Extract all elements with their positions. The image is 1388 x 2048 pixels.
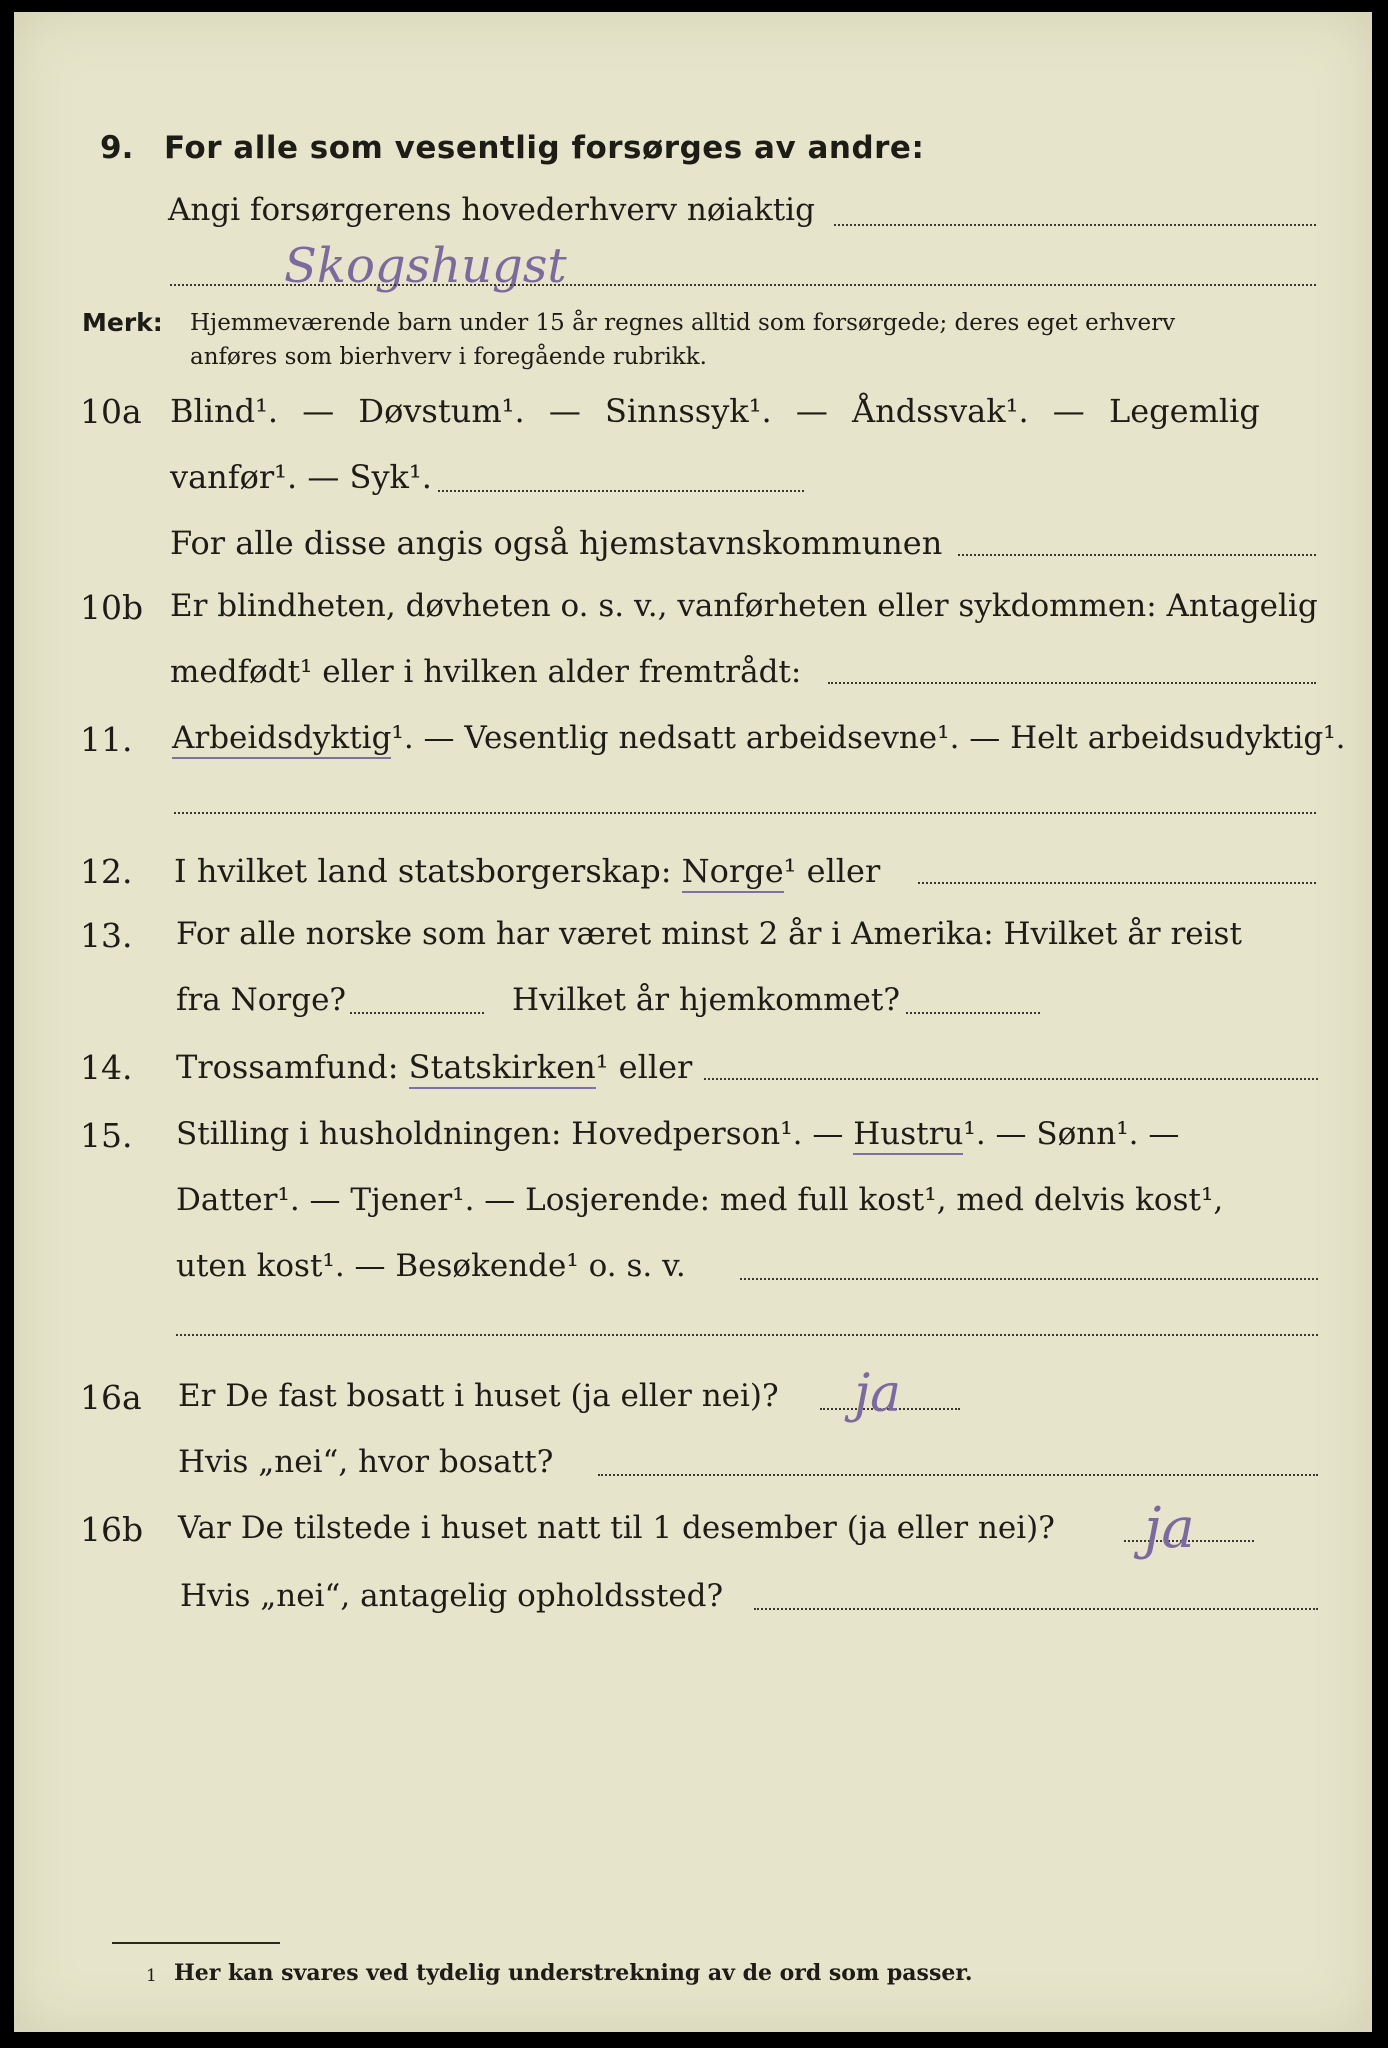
- q16a-handwritten-answer: ja: [854, 1364, 902, 1424]
- q11-rest: ¹. — Vesentlig nedsatt arbeidsevne¹. — Helt arbeidsudyktig¹.: [391, 720, 1346, 756]
- q10a-line-1: Blind¹. — Døvstum¹. — Sinnssyk¹. — Åndssvak¹. — Legemlig: [170, 392, 1260, 430]
- q13-return-year-line: [906, 1012, 1040, 1014]
- q9-number: 9.: [100, 130, 134, 166]
- q16a-line-2: Hvis „nei“, hvor bosatt?: [178, 1444, 554, 1480]
- q11-answer-line: [174, 812, 1316, 814]
- q9-answer-line-2: [170, 284, 1316, 286]
- merk-text-1: Hjemmeværende barn under 15 år regnes alltid som forsørgede; deres eget erhverv: [190, 310, 1176, 336]
- q11-underlined-choice: Arbeidsdyktig: [172, 720, 391, 759]
- q10a-sick-line: [438, 490, 804, 492]
- q14-number: 14.: [80, 1048, 133, 1087]
- q15-line-1-text: Stilling i husholdningen: Hovedperson¹. —: [176, 1116, 854, 1152]
- q9-heading: For alle som vesentlig forsørges av andre:: [164, 130, 925, 166]
- q11-number: 11.: [80, 720, 133, 759]
- q15-line-2: Datter¹. — Tjener¹. — Losjerende: med full kost¹, med delvis kost¹,: [176, 1182, 1224, 1218]
- q12-rest: ¹ eller: [783, 852, 881, 890]
- q15-underlined-choice: Hustru: [853, 1116, 963, 1155]
- footnote-rule: [112, 1942, 280, 1944]
- q13-line-1: For alle norske som har været minst 2 år i Amerika: Hvilket år reist: [176, 916, 1242, 952]
- q13-number: 13.: [80, 916, 133, 955]
- q13-departure-year-line: [350, 1012, 484, 1014]
- q11-line: [172, 720, 1346, 756]
- q16a-number: 16a: [80, 1378, 142, 1417]
- q16a-residence-line: [598, 1474, 1318, 1476]
- q16b-handwritten-answer: ja: [1144, 1496, 1195, 1561]
- q16b-number: 16b: [80, 1510, 144, 1549]
- q16a-line-1: Er De fast bosatt i huset (ja eller nei)?: [178, 1378, 779, 1414]
- q10a-line-2: vanfør¹. — Syk¹.: [170, 458, 432, 496]
- q9-provider-occupation-label: Angi forsørgerens hovederhverv nøiaktig: [168, 192, 815, 228]
- q13-line-2a: fra Norge?: [176, 982, 347, 1018]
- q10b-answer-line: [828, 682, 1316, 684]
- footnote-mark: 1: [146, 1966, 157, 1986]
- q10b-line-2: medfødt¹ eller i hvilken alder fremtrådt:: [170, 654, 802, 690]
- q10b-number: 10b: [80, 588, 144, 627]
- q10a-number: 10a: [80, 392, 142, 431]
- q9-handwritten-answer: Skogshugst: [284, 238, 567, 294]
- q16b-line-2: Hvis „nei“, antagelig opholdssted?: [180, 1578, 724, 1614]
- census-form-page: [14, 12, 1372, 2032]
- q14-rest: ¹ eller: [595, 1048, 693, 1086]
- q16b-line-1: Var De tilstede i huset natt til 1 desember (ja eller nei)?: [178, 1510, 1055, 1546]
- q12-underlined-choice: Norge: [682, 852, 784, 893]
- q12-number: 12.: [80, 852, 133, 891]
- merk-text-2: anføres som bierhverv i foregående rubrikk.: [190, 344, 707, 370]
- q10b-line-1: Er blindheten, døvheten o. s. v., vanførheten eller sykdommen: Antagelig: [170, 588, 1318, 624]
- q9-answer-line-1: [834, 224, 1316, 226]
- q15-line-3: uten kost¹. — Besøkende¹ o. s. v.: [176, 1248, 686, 1284]
- q14-answer-line: [704, 1078, 1318, 1080]
- q14-question: Trossamfund:: [176, 1048, 409, 1086]
- q15-line-1: [176, 1116, 1179, 1152]
- q12-line: [174, 852, 880, 890]
- q10a-line-3: For alle disse angis også hjemstavnskommunen: [170, 524, 943, 562]
- q16b-stay-location-line: [754, 1608, 1318, 1610]
- q15-line-1-rest: ¹. — Sønn¹. —: [963, 1116, 1180, 1152]
- q14-line: [176, 1048, 692, 1086]
- q10a-home-municipality-line: [958, 554, 1316, 556]
- merk-label: Merk:: [82, 308, 163, 337]
- q13-line-2b: Hvilket år hjemkommet?: [512, 982, 900, 1018]
- q14-underlined-choice: Statskirken: [409, 1048, 596, 1089]
- q12-answer-line: [918, 882, 1316, 884]
- footnote-text: Her kan svares ved tydelig understrekning av de ord som passer.: [174, 1960, 973, 1986]
- q15-answer-line-2: [176, 1334, 1318, 1336]
- q15-number: 15.: [80, 1116, 133, 1155]
- q15-answer-line-1: [740, 1278, 1318, 1280]
- q12-question: I hvilket land statsborgerskap:: [174, 852, 682, 890]
